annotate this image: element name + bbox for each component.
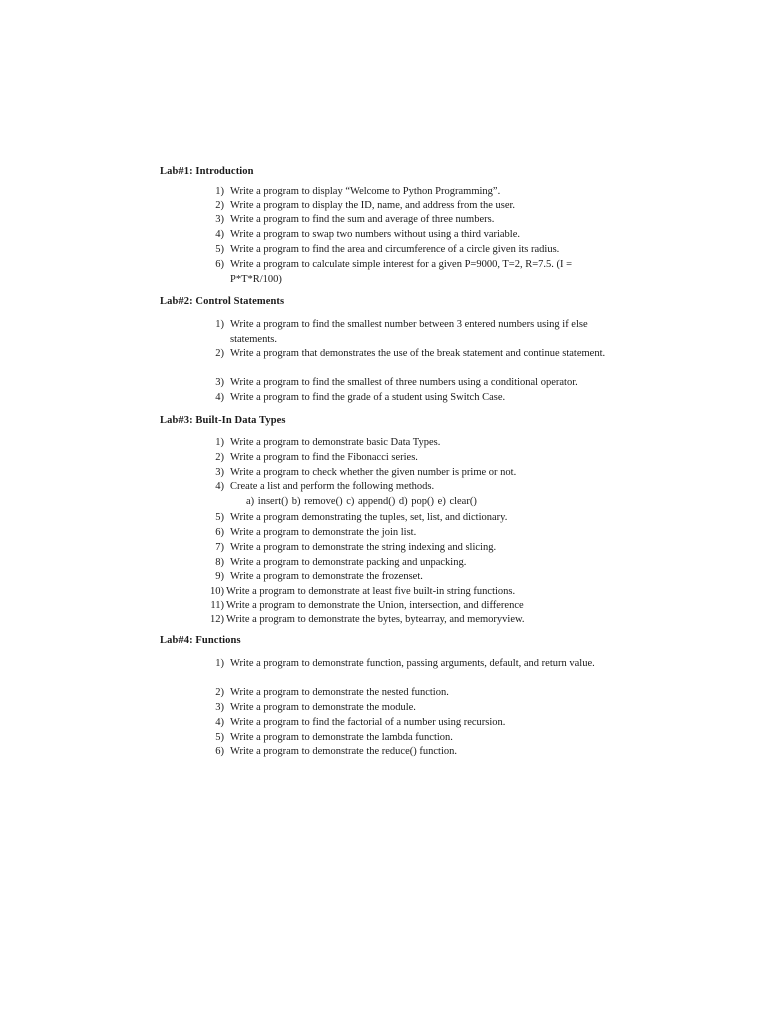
item-text: Write a program to demonstrate basic Data Types.: [230, 437, 441, 448]
item-number: 6): [215, 527, 224, 538]
item-number: 6): [215, 259, 224, 270]
item-text: Write a program to demonstrate function, passing arguments, default, and return value.: [230, 658, 595, 669]
item-number: 2): [215, 452, 224, 463]
item-number: 1): [215, 186, 224, 197]
item-text: Write a program to find the Fibonacci series.: [230, 452, 418, 463]
item-number: 2): [215, 200, 224, 211]
item-number: 4): [215, 481, 224, 492]
item-number: 3): [215, 214, 224, 225]
item-text: Write a program demonstrating the tuples, set, list, and dictionary.: [230, 512, 508, 523]
item-number: 5): [215, 244, 224, 255]
list-methods-subitem: a) insert() b) remove() c) append() d) pop() e) clear(): [246, 496, 477, 507]
item-number: 12): [210, 614, 224, 625]
item-number: 11): [210, 600, 224, 611]
item-number: 4): [215, 229, 224, 240]
item-text: Write a program to find the smallest number between 3 entered numbers using if else statements.: [230, 319, 588, 345]
lab1-heading: Lab#1: Introduction: [160, 166, 254, 177]
item-number: 1): [215, 658, 224, 669]
item-number: 2): [215, 687, 224, 698]
item-text: Write a program to demonstrate the Union, intersection, and difference: [226, 600, 524, 611]
item-number: 5): [215, 732, 224, 743]
item-text: Write a program to find the area and circumference of a circle given its radius.: [230, 244, 560, 255]
item-text: Write a program to demonstrate the nested function.: [230, 687, 449, 698]
lab2-heading: Lab#2: Control Statements: [160, 296, 285, 307]
item-text: Write a program to display “Welcome to Python Programming”.: [230, 186, 501, 197]
item-number: 3): [215, 702, 224, 713]
item-number: 6): [215, 746, 224, 757]
item-text: Write a program to find the sum and average of three numbers.: [230, 214, 495, 225]
item-text: Write a program to demonstrate the join list.: [230, 527, 417, 538]
item-number: 1): [215, 437, 224, 448]
item-text: Create a list and perform the following methods.: [230, 481, 435, 492]
item-number: 9): [215, 571, 224, 582]
item-text: Write a program to display the ID, name, and address from the user.: [230, 200, 516, 211]
item-text: Write a program to demonstrate the bytes, bytearray, and memoryview.: [226, 614, 525, 625]
item-text: Write a program to demonstrate at least five built-in string functions.: [226, 586, 516, 597]
item-text: Write a program to find the grade of a student using Switch Case.: [230, 392, 506, 403]
lab3-heading: Lab#3: Built-In Data Types: [160, 415, 286, 426]
item-number: 7): [215, 542, 224, 553]
item-number: 1): [215, 319, 224, 330]
item-text: Write a program to swap two numbers without using a third variable.: [230, 229, 521, 240]
item-number: 2): [215, 348, 224, 359]
item-number: 4): [215, 717, 224, 728]
item-number: 3): [215, 467, 224, 478]
item-text: Write a program to find the smallest of three numbers using a conditional operator.: [230, 377, 578, 388]
item-number: 10): [210, 586, 224, 597]
item-text: Write a program to demonstrate the string indexing and slicing.: [230, 542, 497, 553]
item-text: Write a program to calculate simple interest for a given P=9000, T=2, R=7.5. (I = P*T*R/100): [230, 259, 573, 285]
item-text: Write a program to demonstrate the module.: [230, 702, 416, 713]
item-text: Write a program to check whether the given number is prime or not.: [230, 467, 517, 478]
item-number: 3): [215, 377, 224, 388]
item-number: 5): [215, 512, 224, 523]
item-text: Write a program to demonstrate packing and unpacking.: [230, 557, 467, 568]
item-text: Write a program to demonstrate the lambda function.: [230, 732, 453, 743]
lab4-heading: Lab#4: Functions: [160, 635, 241, 646]
item-text: Write a program to demonstrate the frozenset.: [230, 571, 423, 582]
item-text: Write a program that demonstrates the use of the break statement and continue statement.: [230, 348, 606, 359]
item-text: Write a program to find the factorial of a number using recursion.: [230, 717, 506, 728]
item-number: 8): [215, 557, 224, 568]
item-number: 4): [215, 392, 224, 403]
item-text: Write a program to demonstrate the reduce() function.: [230, 746, 457, 757]
